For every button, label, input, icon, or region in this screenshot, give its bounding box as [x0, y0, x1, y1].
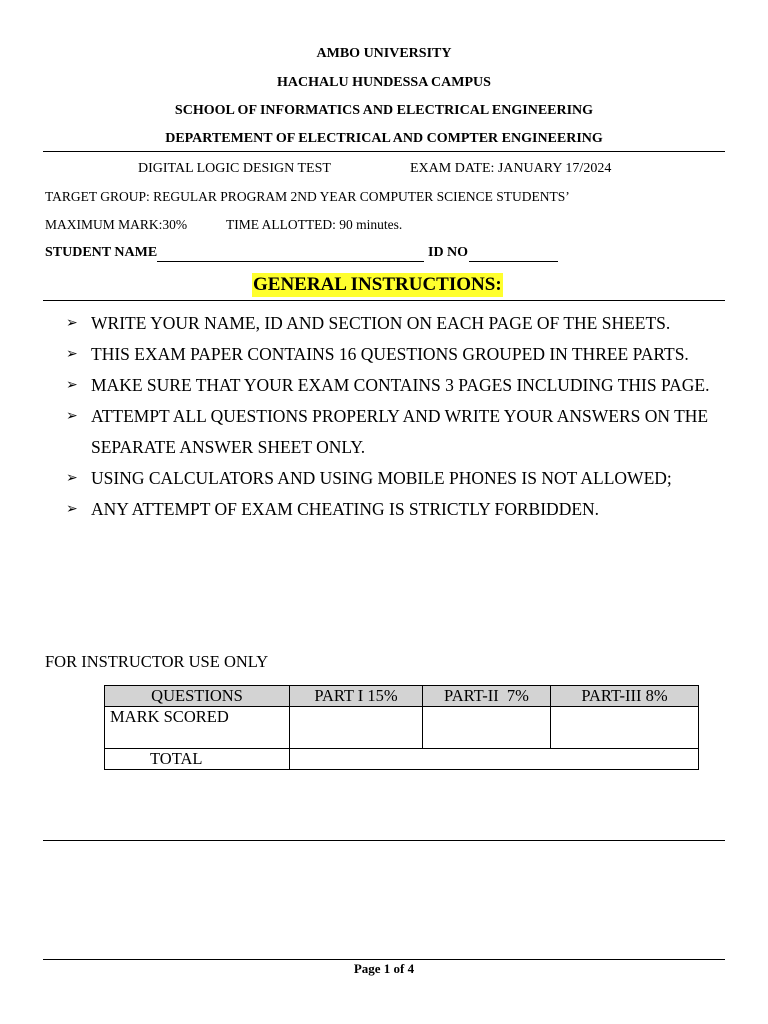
- marks-table: [104, 685, 699, 770]
- target-group: TARGET GROUP: REGULAR PROGRAM 2ND YEAR COMPUTER SCIENCE STUDENTS’: [45, 189, 570, 204]
- instruction-item: ➢ USING CALCULATORS AND USING MOBILE PHONES IS NOT ALLOWED;: [66, 463, 736, 494]
- department-name: DEPARTEMENT OF ELECTRICAL AND COMPTER ENGINEERING: [165, 131, 603, 146]
- arrow-bullet-icon: ➢: [66, 409, 78, 424]
- instruction-item: ➢ ATTEMPT ALL QUESTIONS PROPERLY AND WRITE YOUR ANSWERS ON THE SEPARATE ANSWER SHEET ONLY.: [66, 401, 736, 463]
- maximum-mark: MAXIMUM MARK:30%: [45, 217, 188, 232]
- exam-date: EXAM DATE: JANUARY 17/2024: [410, 161, 612, 176]
- student-name-field: [45, 245, 157, 261]
- total-row: [105, 749, 699, 770]
- arrow-bullet-icon: ➢: [66, 471, 78, 486]
- instructions-divider: [43, 300, 725, 301]
- instructor-use-label: FOR INSTRUCTOR USE ONLY: [45, 652, 269, 671]
- header-part-2: PART-II 7%: [423, 686, 551, 707]
- header-questions: QUESTIONS: [105, 686, 290, 707]
- mark-scored-row: [105, 707, 699, 749]
- instruction-item: ➢ WRITE YOUR NAME, ID AND SECTION ON EACH PAGE OF THE SHEETS.: [66, 308, 736, 339]
- part-3-score-cell[interactable]: [551, 707, 699, 749]
- page-number: Page 1 of 4: [353, 961, 415, 976]
- bottom-divider: [43, 840, 725, 841]
- id-no-label: ID NO: [428, 245, 469, 260]
- school-name: SCHOOL OF INFORMATICS AND ELECTRICAL ENGINEERING: [174, 103, 594, 118]
- arrow-bullet-icon: ➢: [66, 316, 78, 331]
- total-score-cell[interactable]: [290, 749, 699, 770]
- part-2-score-cell[interactable]: [423, 707, 551, 749]
- header-part-3: PART-III 8%: [551, 686, 699, 707]
- arrow-bullet-icon: ➢: [66, 347, 78, 362]
- part-1-score-cell[interactable]: [290, 707, 423, 749]
- instructions-list: [66, 308, 736, 525]
- exam-subject: DIGITAL LOGIC DESIGN TEST: [138, 161, 331, 176]
- header-part-1: PART I 15%: [290, 686, 423, 707]
- marks-table-header-row: [105, 686, 699, 707]
- student-name-blank: [157, 261, 424, 262]
- total-label: TOTAL: [105, 749, 290, 770]
- arrow-bullet-icon: ➢: [66, 378, 78, 393]
- time-allotted: TIME ALLOTTED: 90 minutes.: [226, 217, 403, 232]
- header-divider: [43, 151, 725, 152]
- footer-divider: [43, 959, 725, 960]
- instruction-item: ➢ THIS EXAM PAPER CONTAINS 16 QUESTIONS GROUPED IN THREE PARTS.: [66, 339, 736, 370]
- arrow-bullet-icon: ➢: [66, 502, 78, 517]
- university-name: AMBO UNIVERSITY: [316, 46, 452, 61]
- instruction-item: ➢ ANY ATTEMPT OF EXAM CHEATING IS STRICTLY FORBIDDEN.: [66, 494, 736, 525]
- campus-name: HACHALU HUNDESSA CAMPUS: [277, 75, 491, 90]
- instruction-item: ➢ MAKE SURE THAT YOUR EXAM CONTAINS 3 PAGES INCLUDING THIS PAGE.: [66, 370, 736, 401]
- mark-scored-label: MARK SCORED: [105, 707, 290, 749]
- instructions-title: GENERAL INSTRUCTIONS:: [253, 274, 502, 295]
- id-no-blank: [469, 261, 558, 262]
- student-name-label: STUDENT NAME: [45, 245, 158, 260]
